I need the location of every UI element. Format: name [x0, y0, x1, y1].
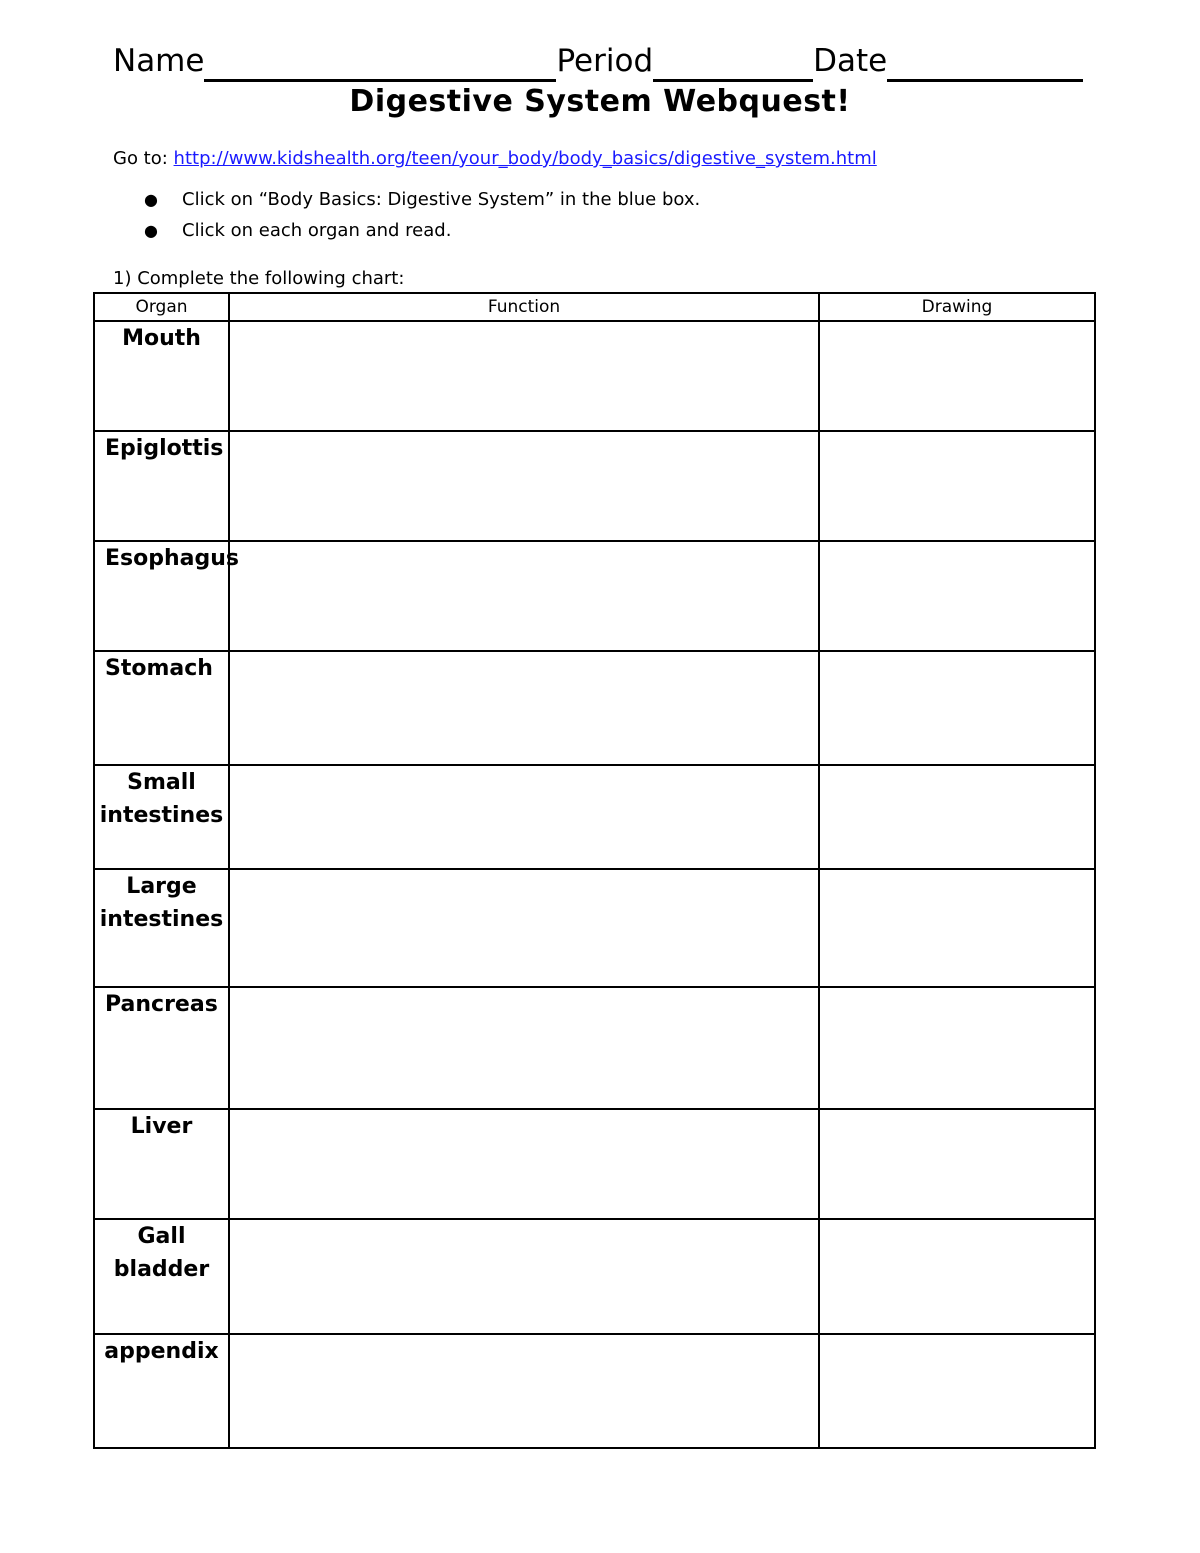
- period-blank[interactable]: [653, 45, 813, 82]
- organ-cell: Pancreas: [94, 987, 229, 1109]
- name-label: Name: [113, 43, 205, 79]
- drawing-cell[interactable]: [819, 541, 1095, 651]
- kidshealth-link[interactable]: http://www.kidshealth.org/teen/your_body/body_basics/digestive_system.html: [173, 148, 877, 169]
- bullet-icon: ●: [144, 190, 158, 209]
- drawing-cell[interactable]: [819, 987, 1095, 1109]
- table-row: [94, 431, 1095, 541]
- drawing-cell[interactable]: [819, 321, 1095, 431]
- organ-cell: Esophagus: [94, 541, 229, 651]
- function-cell[interactable]: [229, 321, 819, 431]
- organ-cell: Stomach: [94, 651, 229, 765]
- drawing-cell[interactable]: [819, 1334, 1095, 1448]
- column-header-organ: Organ: [94, 293, 229, 321]
- function-cell[interactable]: [229, 987, 819, 1109]
- column-header-drawing: Drawing: [819, 293, 1095, 321]
- table-row: [94, 1219, 1095, 1334]
- chart-instruction: 1) Complete the following chart:: [113, 268, 405, 289]
- drawing-cell[interactable]: [819, 869, 1095, 987]
- table-row: [94, 869, 1095, 987]
- organ-cell: Liver: [94, 1109, 229, 1219]
- table-row: [94, 987, 1095, 1109]
- date-label: Date: [813, 43, 888, 79]
- function-cell[interactable]: [229, 869, 819, 987]
- table-row: [94, 1334, 1095, 1448]
- bullet-text: Click on each organ and read.: [182, 220, 452, 241]
- drawing-cell[interactable]: [819, 765, 1095, 869]
- function-cell[interactable]: [229, 431, 819, 541]
- organ-cell: Mouth: [94, 321, 229, 431]
- table-row: [94, 321, 1095, 431]
- column-header-function: Function: [229, 293, 819, 321]
- table-header-row: [94, 293, 1095, 321]
- drawing-cell[interactable]: [819, 431, 1095, 541]
- instruction-bullets: [144, 188, 700, 250]
- period-label: Period: [556, 43, 654, 79]
- organ-cell: Large intestines: [94, 869, 229, 987]
- organ-cell: Gall bladder: [94, 1219, 229, 1334]
- function-cell[interactable]: [229, 651, 819, 765]
- table-row: [94, 1109, 1095, 1219]
- drawing-cell[interactable]: [819, 651, 1095, 765]
- bullet-icon: ●: [144, 221, 158, 240]
- date-blank[interactable]: [887, 45, 1083, 82]
- drawing-cell[interactable]: [819, 1219, 1095, 1334]
- function-cell[interactable]: [229, 765, 819, 869]
- table-row: [94, 651, 1095, 765]
- table-row: [94, 765, 1095, 869]
- function-cell[interactable]: [229, 541, 819, 651]
- list-item: [144, 219, 700, 250]
- goto-prefix: Go to:: [113, 148, 174, 169]
- organ-chart: [93, 292, 1096, 1449]
- organ-cell: Small intestines: [94, 765, 229, 869]
- goto-line: [113, 148, 877, 169]
- name-blank[interactable]: [204, 45, 556, 82]
- function-cell[interactable]: [229, 1219, 819, 1334]
- organ-cell: appendix: [94, 1334, 229, 1448]
- page-title: Digestive System Webquest!: [349, 84, 851, 119]
- student-info-line: [113, 40, 1068, 82]
- list-item: [144, 188, 700, 219]
- organ-cell: Epiglottis: [94, 431, 229, 541]
- drawing-cell[interactable]: [819, 1109, 1095, 1219]
- function-cell[interactable]: [229, 1109, 819, 1219]
- function-cell[interactable]: [229, 1334, 819, 1448]
- bullet-text: Click on “Body Basics: Digestive System” in the blue box.: [182, 189, 701, 210]
- table-row: [94, 541, 1095, 651]
